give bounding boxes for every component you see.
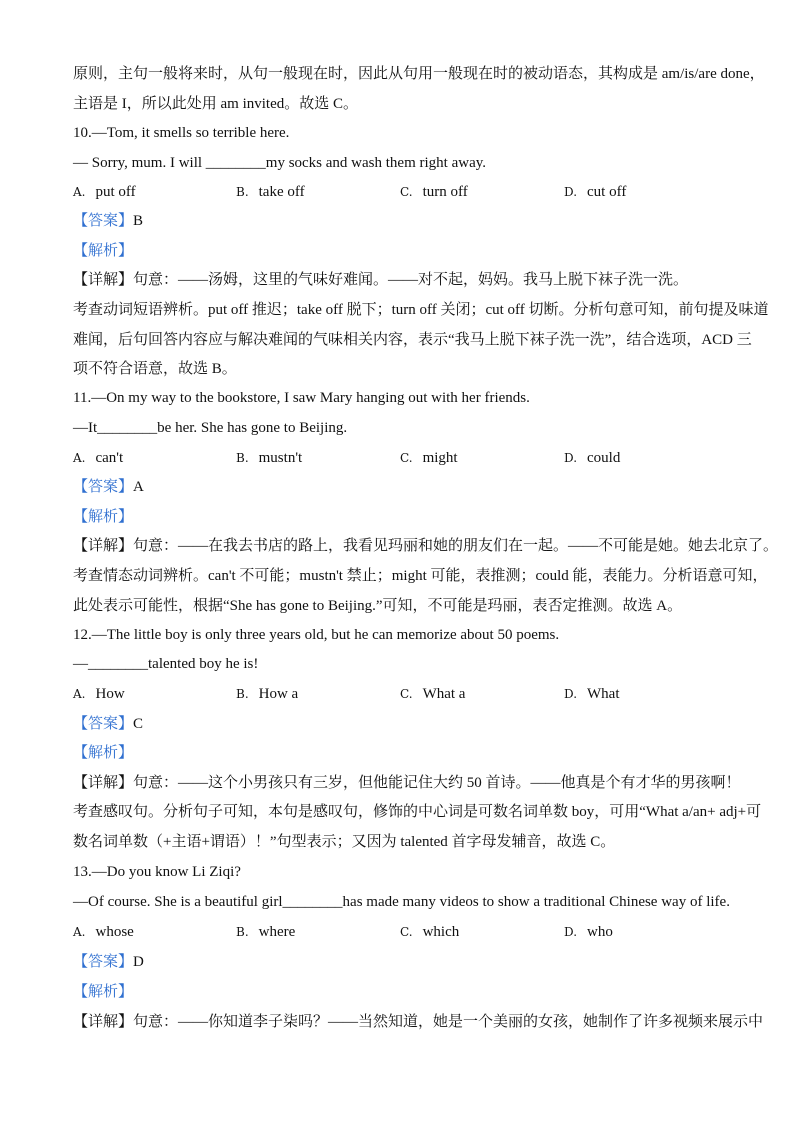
option-c: C. which: [400, 924, 460, 940]
detail-tag: 【详解】: [73, 775, 134, 791]
option-c: C. turn off: [400, 184, 468, 200]
detail-line: 数名词单数（+主语+谓语）！”句型表示；又因为 talented 首字母发辅音，故选 C。: [73, 834, 616, 850]
analysis-line: [73, 507, 733, 527]
text-line: 原则，主句一般将来时，从句一般现在时，因此从句用一般现在时的被动语态，其构成是 am/is/are done，: [73, 66, 765, 82]
answer-line: [73, 477, 733, 497]
option-a: A. can't: [73, 450, 124, 466]
answer-value: B: [133, 213, 144, 229]
option-a: A. How: [73, 686, 125, 702]
question-13-reply: —Of course. She is a beautiful girl________has made many videos to show a traditional Chinese way of life.: [73, 894, 730, 910]
detail-line: 考查感叹句。分析句子可知，本句是感叹句，修饰的中心词是可数名词单数 boy，可用“What a/an+ adj+可: [73, 804, 762, 820]
detail-line: 考查情态动词辨析。can't 不可能；mustn't 禁止；might 可能，表推测；could 能，表能力。分析语意可知，: [73, 568, 768, 584]
detail-line: 【详解】句意：——这个小男孩只有三岁，但他能记住大约 50 首诗。——他真是个有才华的男孩啊！: [73, 775, 741, 791]
answer-tag: 【答案】: [73, 479, 134, 495]
detail-tag: 【详解】: [73, 1014, 134, 1030]
question-10-stem: 10.—Tom, it smells so terrible here.: [73, 125, 290, 141]
option-b: B. How a: [236, 686, 299, 702]
analysis-line: [73, 743, 733, 763]
detail-line: 【详解】句意：——汤姆，这里的气味好难闻。——对不起，妈妈。我马上脱下袜子洗一洗。: [73, 272, 689, 288]
option-c: C. might: [400, 450, 458, 466]
option-d: D. What: [564, 686, 620, 702]
question-10-reply: — Sorry, mum. I will ________my socks and wash them right away.: [73, 155, 487, 171]
analysis-line: [73, 241, 733, 261]
question-12-reply: —________talented boy he is!: [73, 656, 259, 672]
option-c: C. What a: [400, 686, 466, 702]
option-d: D. who: [564, 924, 613, 940]
detail-tag: 【详解】: [73, 272, 134, 288]
option-a: A. put off: [73, 184, 136, 200]
answer-tag: 【答案】: [73, 213, 134, 229]
option-a: A. whose: [73, 924, 134, 940]
analysis-line: [73, 982, 733, 1002]
detail-line: 难闻，后句回答内容应与解决难闻的气味相关内容，表示“我马上脱下袜子洗一洗”，结合选项，ACD 三: [73, 332, 752, 348]
detail-line: 此处表示可能性，根据“She has gone to Beijing.”可知，不可能是玛丽，表否定推测。故选 A。: [73, 598, 683, 614]
answer-value: D: [133, 954, 144, 970]
option-b: B. take off: [236, 184, 305, 200]
detail-line: 考查动词短语辨析。put off 推迟；take off 脱下；turn off 关闭；cut off 切断。分析句意可知，前句提及味道: [73, 302, 769, 318]
answer-value: C: [133, 716, 144, 732]
question-11-stem: 11.—On my way to the bookstore, I saw Mary hanging out with her friends.: [73, 390, 530, 406]
detail-line: 【详解】句意：——在我去书店的路上，我看见玛丽和她的朋友们在一起。——不可能是她。她去北京了。: [73, 538, 779, 554]
analysis-tag: 【解析】: [73, 745, 134, 761]
detail-line: 项不符合语意，故选 B。: [73, 361, 237, 377]
answer-tag: 【答案】: [73, 716, 134, 732]
analysis-tag: 【解析】: [73, 243, 134, 259]
question-12-stem: 12.—The little boy is only three years old, but he can memorize about 50 poems.: [73, 627, 560, 643]
detail-tag: 【详解】: [73, 538, 134, 554]
answer-value: A: [133, 479, 144, 495]
question-13-stem: 13.—Do you know Li Ziqi?: [73, 864, 241, 880]
analysis-tag: 【解析】: [73, 984, 134, 1000]
option-d: D. could: [564, 450, 621, 466]
option-b: B. mustn't: [236, 450, 303, 466]
detail-line: 【详解】句意：——你知道李子柒吗？——当然知道，她是一个美丽的女孩，她制作了许多视频来展示中: [73, 1014, 764, 1030]
text-line: 主语是 I，所以此处用 am invited。故选 C。: [73, 96, 358, 112]
analysis-tag: 【解析】: [73, 509, 134, 525]
answer-line: [73, 952, 733, 972]
answer-line: [73, 211, 733, 231]
question-11-reply: —It________be her. She has gone to Beijing.: [73, 420, 348, 436]
option-d: D. cut off: [564, 184, 627, 200]
answer-line: [73, 714, 733, 734]
option-b: B. where: [236, 924, 296, 940]
answer-tag: 【答案】: [73, 954, 134, 970]
